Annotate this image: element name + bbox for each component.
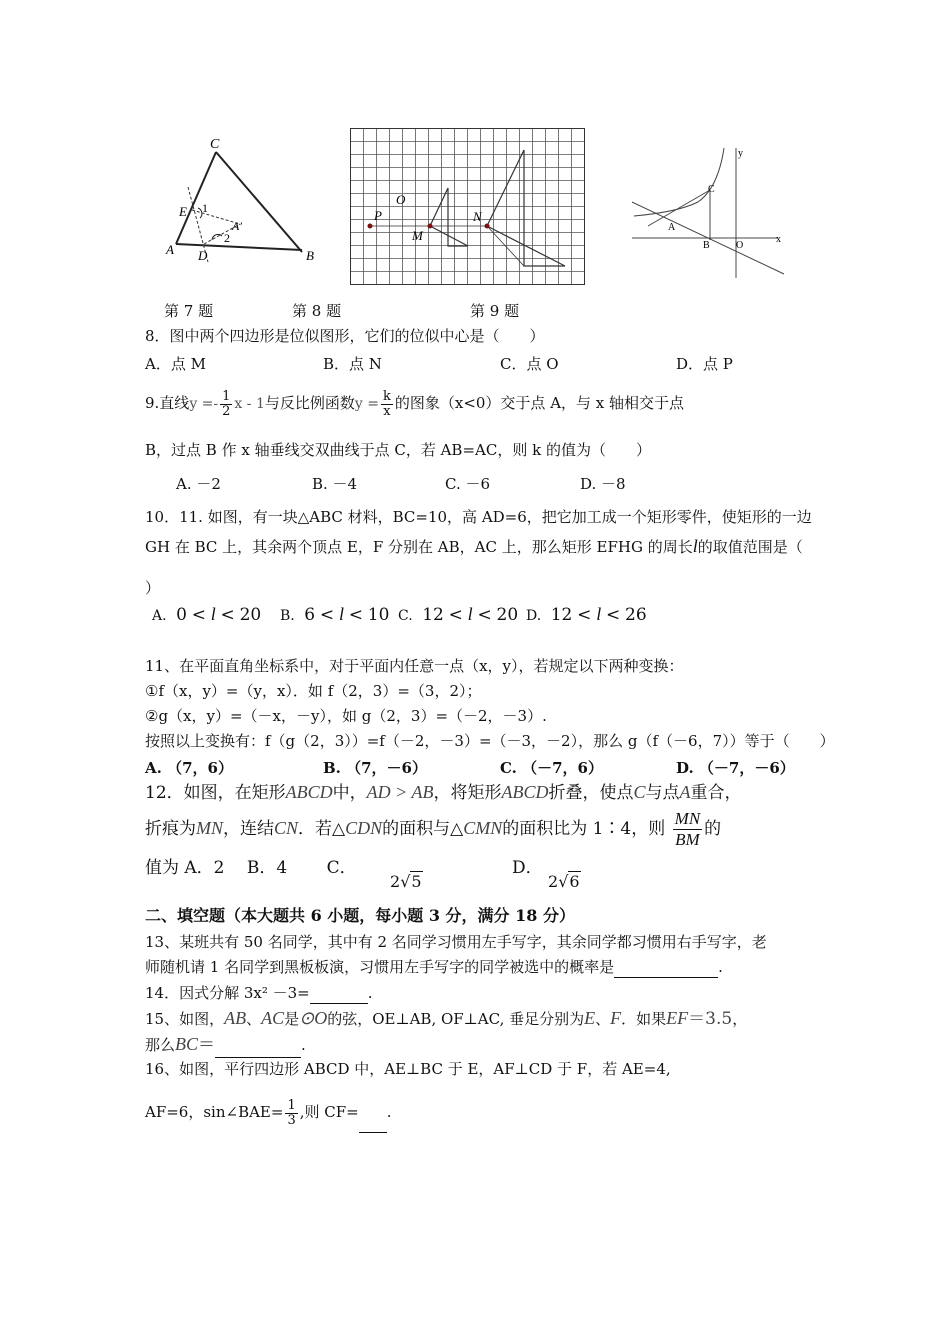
triangle-side-ca (176, 152, 216, 244)
q16-line1: 16、如图，平行四边形 ABCD 中，AE⊥BC 于 E，AF⊥CD 于 F，若 AE=4, (145, 1060, 671, 1078)
q12-option-d-label: D． (512, 858, 543, 878)
label-B: B (703, 240, 710, 251)
q11-option-a: A. （7，6） (145, 759, 233, 777)
q12-option-d-value: 2√6 (548, 872, 580, 891)
segment-AC (648, 190, 710, 226)
q16-line2: AF=6，sin∠BAE= $\frac{1}{3}$ ,则 CF= . (145, 1092, 392, 1133)
label-C: C (210, 137, 220, 152)
q14-answer-blank[interactable] (310, 983, 368, 1004)
point-M (428, 224, 433, 229)
q11-option-c: C. （－7，6） (500, 759, 603, 777)
q10-option-b: B. 6 < l < 10 (280, 604, 390, 625)
label-y: y (738, 148, 743, 159)
label-angle-1: 1 (202, 201, 208, 215)
q15-line1: 15、如图，AB、AC是⊙O的弦，OE⊥AB, OF⊥AC, 垂足分别为E、F．如果EF＝3.5， (145, 1008, 748, 1029)
q8-option-c: C．点 O (500, 355, 559, 373)
q9-option-c: C. －6 (445, 475, 491, 493)
label-A: A (668, 222, 676, 233)
label-B: B (306, 248, 314, 263)
q8-option-a: A．点 M (145, 355, 206, 373)
q11-line4: 按照以上变换有：f（g（2，3））=f（－2，－3）=（－3，－2），那么 g（f（－6，7））等于（ ） (145, 732, 835, 750)
figure-9 (628, 144, 790, 280)
q11-line1: 11、在平面直角坐标系中，对于平面内任意一点（x，y），若规定以下两种变换： (145, 657, 684, 675)
label-O: O (736, 240, 744, 251)
label-N: N (473, 209, 482, 224)
label-A: A (166, 242, 174, 257)
q10-line1: 10．11. 如图，有一块△ABC 材料，BC=10，高 AD=6，把它加工成一个矩形零件，使矩形的一边 (145, 508, 812, 526)
label-O: O (396, 192, 406, 207)
section2-heading: 二、填空题（本大题共 6 小题，每小题 3 分，满分 18 分） (145, 906, 575, 925)
q11-option-d: D. （－7，－6） (676, 759, 795, 777)
q15-line2: 那么BC＝ . (145, 1032, 306, 1058)
label-angle-2: 2 (224, 231, 230, 245)
q16-answer-blank[interactable] (359, 1092, 387, 1133)
q12-line3: 值为 A．2 B．4 C． (145, 858, 357, 878)
figure-7 (160, 132, 330, 272)
q9-line1: 9.直线y =- $\frac{1}{2}$ x - 1与反比例函数y = $\frac{k}{x}$ 的图象（x<0）交于点 A，与 x 轴相交于点 (145, 388, 685, 419)
q14-line: 14．因式分解 3x² －3= . (145, 984, 373, 1002)
caption-fig8: 第 8 题 (292, 302, 342, 320)
grid (350, 128, 585, 285)
caption-fig7: 第 7 题 (164, 302, 214, 320)
q8-stem: 8．图中两个四边形是位似图形，它们的位似中心是（ ） (145, 327, 545, 345)
label-x: x (776, 234, 781, 245)
point-N (485, 224, 490, 229)
q10-option-a: A. 0 < l < 20 (152, 604, 262, 625)
q11-line3: ②g（x，y）=（－x，－y），如 g（2，3）=（－2，－3）. (145, 707, 547, 725)
q15-answer-blank[interactable] (215, 1033, 301, 1058)
q10-line3: ） (145, 579, 161, 597)
label-M: M (412, 228, 423, 243)
q13-line2: 师随机请 1 名同学到黑板板演，习惯用左手写字的同学被选中的概率是 . (145, 958, 723, 976)
q9-line2: B，过点 B 作 x 轴垂线交双曲线于点 C，若 AB=AC，则 k 的值为（ ） (145, 441, 651, 459)
q9-option-d: D. －8 (580, 475, 626, 493)
label-A-prime: A′ (232, 219, 242, 233)
q10-option-c: C. 12 < l < 20 (398, 604, 519, 625)
q9-option-a: A. －2 (176, 475, 221, 493)
q13-line1: 13、某班共有 50 名同学，其中有 2 名同学习惯用左手写字，其余同学都习惯用右手写字，老 (145, 933, 767, 951)
q8-option-b: B．点 N (323, 355, 382, 373)
label-D: D (198, 248, 208, 263)
q11-line2: ①f（x，y）=（y，x）．如 f（2，3）=（3，2）； (145, 682, 482, 700)
label-E: E (179, 204, 187, 219)
caption-fig9: 第 9 题 (470, 302, 520, 320)
q8-option-d: D．点 P (676, 355, 733, 373)
small-quadrilateral (430, 188, 468, 246)
label-P: P (374, 208, 382, 223)
q10-line2: GH 在 BC 上，其余两个顶点 E，F 分别在 AB，AC 上，那么矩形 EFHG 的周长l的取值范围是（ (145, 536, 803, 556)
triangle-side-ab (176, 244, 302, 250)
q12-line1: 12．如图，在矩形ABCD中，AD > AB，将矩形ABCD折叠，使点C与点A重合， (145, 782, 742, 803)
q11-option-b: B. （7，－6） (323, 759, 427, 777)
figure-8 (350, 128, 586, 286)
q13-answer-blank[interactable] (614, 957, 718, 978)
q10-option-d: D. 12 < l < 26 (526, 604, 647, 625)
point-P (368, 224, 373, 229)
label-C: C (708, 184, 715, 195)
q9-option-b: B. －4 (312, 475, 358, 493)
q12-line2: 折痕为MN，连结CN．若△CDN的面积与△CMN的面积比为 1∶4，则 $\frac{MN}{BM}$ 的 (145, 809, 722, 849)
q12-option-c-value: 2√5 (390, 872, 422, 891)
